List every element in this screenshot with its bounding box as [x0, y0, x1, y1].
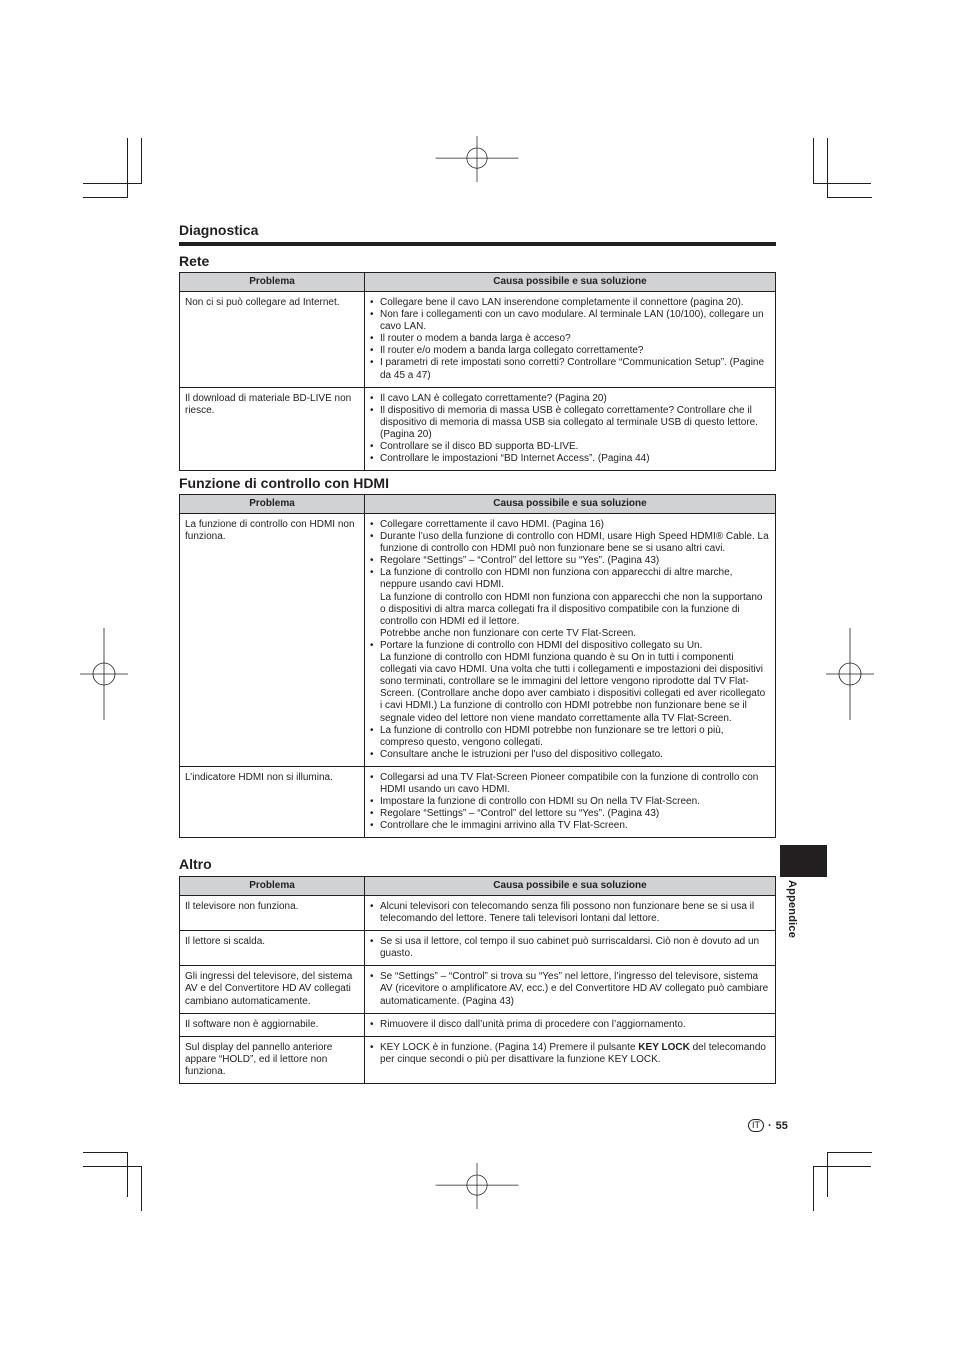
- table-row: [180, 1013, 776, 1036]
- cause-item: • Alcuni televisori con telecomando senza fili possono non funzionare bene se si usa il telecomando del lettore. Tenere tali televisori lontani dal lettore.: [370, 901, 769, 925]
- cause-cell: [365, 514, 776, 767]
- cause-cell: [365, 292, 776, 388]
- page-number: [748, 1119, 788, 1132]
- cause-item: • Non fare i collegamenti con un cavo modulare. Al terminale LAN (10/100), collegare un cavo LAN.: [370, 309, 769, 333]
- problem-cell: Il software non è aggiornabile.: [180, 1013, 365, 1036]
- table-hdmi: [179, 494, 776, 838]
- cause-cell: [365, 966, 776, 1013]
- registration-mark: [826, 628, 874, 720]
- table-row: [180, 766, 776, 837]
- problem-cell: Non ci si può collegare ad Internet.: [180, 292, 365, 388]
- table-body: [180, 292, 776, 471]
- problem-cell: L’indicatore HDMI non si illumina.: [180, 766, 365, 837]
- cause-item: • Impostare la funzione di controllo con HDMI su On nella TV Flat-Screen.: [370, 796, 769, 808]
- column-header-cause: Causa possibile e sua soluzione: [365, 273, 776, 292]
- section-title-hdmi: Funzione di controllo con HDMI: [179, 475, 389, 491]
- cause-item: • Il dispositivo di memoria di massa USB è collegato correttamente? Controllare che il dispositivo di memoria di massa USB sia collegato al terminale USB di questo lettore. (Pagina 20): [370, 405, 769, 441]
- language-badge: IT: [748, 1119, 764, 1132]
- column-header-problem: Problema: [180, 877, 365, 896]
- problem-cell: Il lettore si scalda.: [180, 931, 365, 966]
- problem-cell: Sul display del pannello anteriore appare “HOLD”, ed il lettore non funziona.: [180, 1036, 365, 1083]
- cause-item: • Controllare le impostazioni “BD Internet Access”. (Pagina 44): [370, 453, 769, 465]
- cause-item: • La funzione di controllo con HDMI potrebbe non funzionare se tre lettori o più, compreso questo, vengono collegati.: [370, 725, 769, 749]
- cause-item: • Se si usa il lettore, col tempo il suo cabinet può surriscaldarsi. Ciò non è dovuto ad un guasto.: [370, 936, 769, 960]
- problem-cell: Il download di materiale BD-LIVE non riesce.: [180, 387, 365, 471]
- cause-cell: [365, 387, 776, 471]
- table-row: [180, 514, 776, 767]
- problem-cell: Gli ingressi del televisore, del sistema AV e del Convertitore HD AV collegati cambiano automaticamente.: [180, 966, 365, 1013]
- heading-rule: [179, 242, 776, 246]
- cause-item: • Durante l’uso della funzione di controllo con HDMI, usare High Speed HDMI® Cable. La funzione di controllo con HDMI può non funzionare bene se si usano altri cavi.: [370, 531, 769, 555]
- registration-mark: [80, 628, 128, 720]
- cause-cell: [365, 931, 776, 966]
- problem-cell: La funzione di controllo con HDMI non funziona.: [180, 514, 365, 767]
- column-header-cause: Causa possibile e sua soluzione: [365, 495, 776, 514]
- cause-item: • Consultare anche le istruzioni per l’uso del dispositivo collegato.: [370, 749, 769, 761]
- table-body: [180, 514, 776, 838]
- section-title-rete: Rete: [179, 253, 210, 269]
- cause-item: • La funzione di controllo con HDMI non funziona con apparecchi di altre marche, neppure usando cavi HDMI. La funzione di controllo con HDMI non funziona con apparecchi che non la supportano o dispositivi di altra marca collegati fra il dispositivo compatibile con la funzione di controllo con HDMI ed il lettore. Potrebbe anche non funzionare con certe TV Flat-Screen.: [370, 567, 769, 640]
- section-tab-marker: [780, 845, 827, 877]
- cause-item: • I parametri di rete impostati sono corretti? Controllare “Communication Setup”. (Pagine da 45 a 47): [370, 357, 769, 381]
- cause-item: • Collegarsi ad una TV Flat-Screen Pioneer compatibile con la funzione di controllo con HDMI usando un cavo HDMI.: [370, 772, 769, 796]
- cause-item: • Collegare bene il cavo LAN inserendone completamente il connettore (pagina 20).: [370, 297, 769, 309]
- cause-item: • Il cavo LAN è collegato correttamente? (Pagina 20): [370, 393, 769, 405]
- cause-item: • Il router e/o modem a banda larga collegato correttamente?: [370, 345, 769, 357]
- table-row: [180, 896, 776, 931]
- side-tab-label: Appendice: [786, 880, 798, 939]
- cause-item: • Rimuovere il disco dall’unità prima di procedere con l’aggiornamento.: [370, 1019, 769, 1031]
- cause-item: • Collegare correttamente il cavo HDMI. (Pagina 16): [370, 519, 769, 531]
- cause-item: • KEY LOCK è in funzione. (Pagina 14) Premere il pulsante KEY LOCK del telecomando per cinque secondi o più per disattivare la funzione KEY LOCK.: [370, 1042, 769, 1066]
- column-header-cause: Causa possibile e sua soluzione: [365, 877, 776, 896]
- cause-cell: [365, 766, 776, 837]
- cause-cell: [365, 896, 776, 931]
- table-row: [180, 1036, 776, 1083]
- table-row: [180, 931, 776, 966]
- column-header-problem: Problema: [180, 495, 365, 514]
- cause-item: • Controllare se il disco BD supporta BD-LIVE.: [370, 441, 769, 453]
- key-lock-label: KEY LOCK: [638, 1041, 690, 1053]
- page-title: Diagnostica: [179, 222, 259, 238]
- section-title-altro: Altro: [179, 856, 212, 872]
- cause-cell: [365, 1036, 776, 1083]
- table-altro: [179, 876, 776, 1084]
- table-body-last: [180, 1036, 776, 1083]
- cause-item: • Regolare “Settings” – “Control” del lettore su “Yes”. (Pagina 43): [370, 808, 769, 820]
- problem-cell: Il televisore non funziona.: [180, 896, 365, 931]
- table-body: [180, 896, 776, 1037]
- page-number-value: 55: [775, 1119, 788, 1132]
- cause-item: • Controllare che le immagini arrivino alla TV Flat-Screen.: [370, 820, 769, 832]
- column-header-problem: Problema: [180, 273, 365, 292]
- cause-item: • Regolare “Settings” – “Control” del lettore su “Yes”. (Pagina 43): [370, 555, 769, 567]
- table-row: [180, 966, 776, 1013]
- cause-item: • Portare la funzione di controllo con HDMI del dispositivo collegato su Un. La funzione di controllo con HDMI funziona quando è su On in tutti i componenti collegati via cavo HDMI. Una volta che tutti i collegamenti e impostazioni dei dispositivi sono terminati, controllare se le immagini del lettore vengono riprodotte dal TV Flat-Screen. (Controllare anche dopo aver cambiato i dispositivi collegati ed aver ricollegato i cavi HDMI.) La funzione di controllo con HDMI potrebbe non funzionare bene se il segnale video del lettore non viene mandato correttamente alla TV Flat-Screen.: [370, 640, 769, 725]
- cause-cell: [365, 1013, 776, 1036]
- registration-mark: [432, 136, 522, 182]
- registration-mark: [432, 1163, 522, 1209]
- page-separator: ·: [768, 1119, 772, 1132]
- table-row: [180, 387, 776, 471]
- table-rete: [179, 272, 776, 471]
- cause-item: • Se “Settings” – “Control” si trova su “Yes” nel lettore, l’ingresso del televisore, sistema AV (ricevitore o amplificatore AV, ecc.) e del Convertitore HD AV collegato può cambiare automaticamente. (Pagina 43): [370, 971, 769, 1007]
- cause-item: • Il router o modem a banda larga è acceso?: [370, 333, 769, 345]
- table-row: [180, 292, 776, 388]
